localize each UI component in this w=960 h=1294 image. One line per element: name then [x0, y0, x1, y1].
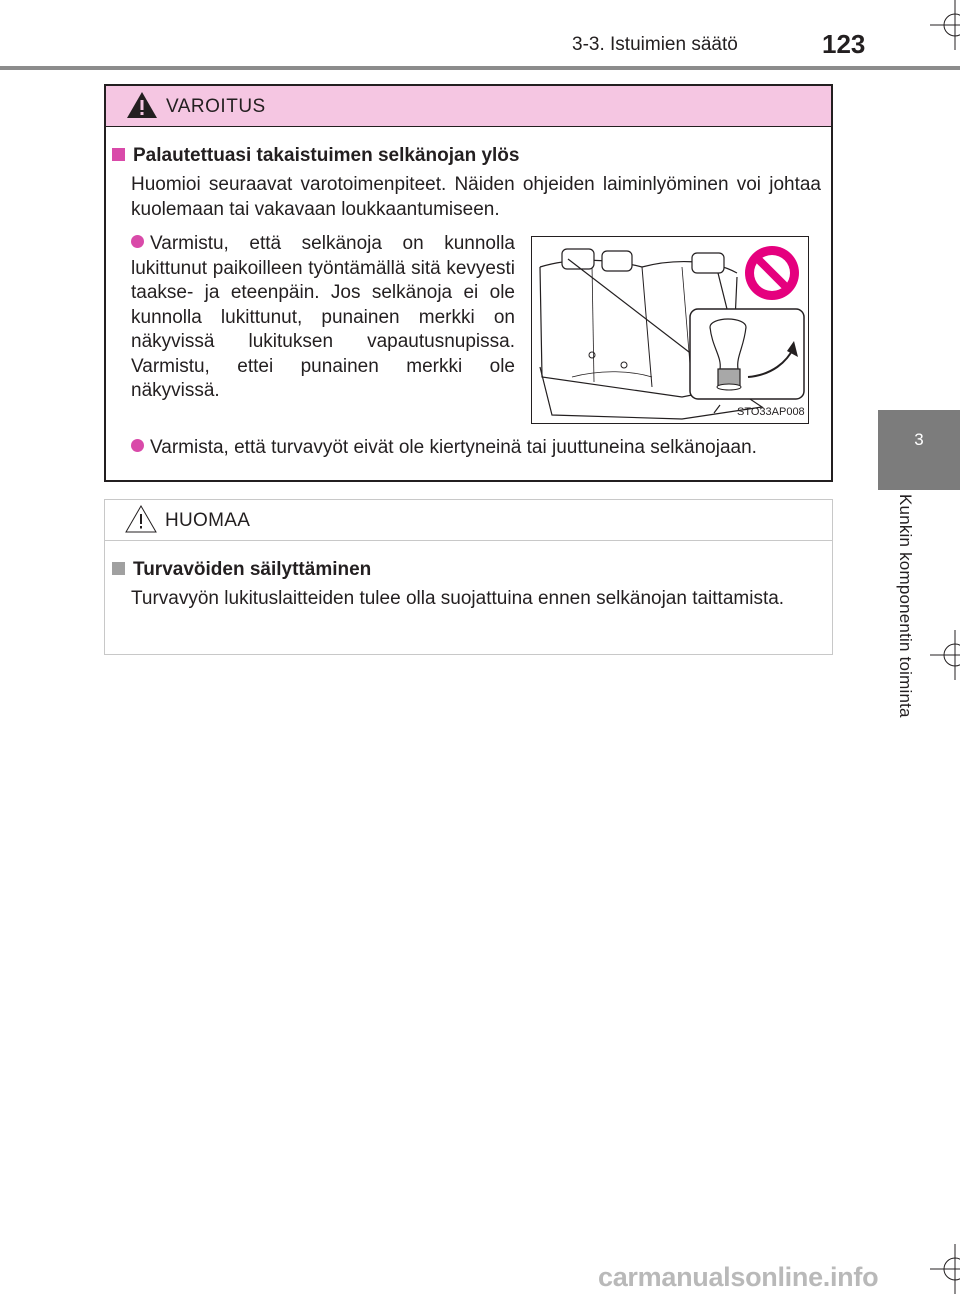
crop-mark-top-right: [930, 0, 960, 50]
warning-bullet-1-text: Varmistu, että selkänoja on kunnolla lukittunut paikoilleen työntämällä sitä kevyesti taakse- ja eteenpäin. Jos selkänoja ei ole kunnolla lukittunut, punainen merkki on näkyvissä lukituksen vapautusnupissa. Varmistu, ettei punainen merkki ole näkyvissä.: [131, 233, 515, 401]
notice-title: HUOMAA: [165, 510, 251, 531]
page-number: 123: [822, 29, 866, 59]
warning-intro: Huomioi seuraavat varotoimenpiteet. Näiden ohjeiden laiminlyöminen voi johtaa kuolemaan tai vakavaan loukkaantumiseen.: [131, 174, 821, 220]
watermark: carmanualsonline.info: [598, 1262, 879, 1292]
warning-heading: [112, 145, 519, 167]
warning-bullet-2: [131, 436, 821, 461]
figure-code: STO33AP008: [737, 406, 805, 418]
notice-header: [105, 500, 832, 541]
warning-title: VAROITUS: [166, 96, 266, 117]
crop-mark-middle-right: [930, 630, 960, 680]
warning-bullet-1: [131, 232, 515, 404]
chapter-number: 3: [914, 430, 924, 449]
warning-heading-text: Palautettuasi takaistuimen selkänojan ylös: [133, 145, 520, 166]
crop-mark-bottom-right: [930, 1244, 960, 1294]
warning-triangle-icon: [126, 91, 158, 119]
chapter-tab: [878, 410, 960, 490]
round-bullet-icon: [131, 439, 144, 452]
seat-illustration: [531, 236, 809, 424]
square-bullet-icon: [112, 562, 125, 575]
warning-header: [106, 86, 831, 127]
round-bullet-icon: [131, 235, 144, 248]
section-title: 3-3. Istuimien säätö: [572, 34, 738, 55]
notice-triangle-icon: [125, 505, 157, 533]
warning-bullet-2-text: Varmista, että turvavyöt eivät ole kiertyneinä tai juuttuneina selkänojaan.: [150, 437, 757, 458]
rear-seat-drawing: [532, 237, 808, 423]
notice-heading: [112, 559, 371, 581]
chapter-title: Kunkin komponentin toiminta: [896, 494, 915, 718]
header-rule: [0, 66, 960, 70]
notice-text: Turvavyön lukituslaitteiden tulee olla suojattuina ennen selkänojan taittamista.: [131, 588, 785, 609]
square-bullet-icon: [112, 148, 125, 161]
notice-heading-text: Turvavöiden säilyttäminen: [133, 559, 372, 580]
